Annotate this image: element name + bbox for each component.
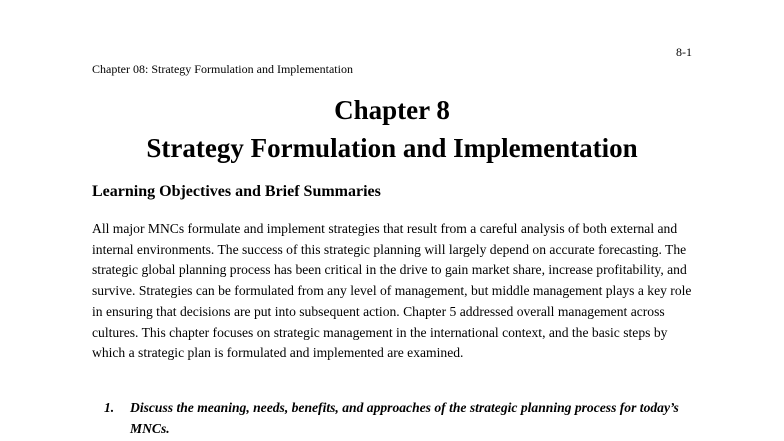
objective-text: Discuss the meaning, needs, benefits, and approaches of the strategic planning process for today’s MNCs.: [130, 400, 679, 436]
section-heading: Learning Objectives and Brief Summaries: [92, 183, 381, 200]
chapter-title: [0, 91, 784, 167]
summary-paragraph: All major MNCs formulate and implement strategies that result from a careful analysis of both external and internal environments. The success of this strategic planning will largely depend on accurate forecasting. The strategic global planning process has been critical in the drive to gain market share, increase profitability, and survive. Strategies can be formulated from any level of management, but middle management plays a key role in ensuring that decisions are put into subsequent action. Chapter 5 addressed overall management across cultures. This chapter focuses on strategic management in the international context, and the basic steps by which a strategic plan is formulated and implemented are examined.: [92, 221, 692, 361]
chapter-number-title: Chapter 8: [334, 95, 450, 125]
page-number: 8-1: [676, 45, 692, 59]
running-header: Chapter 08: Strategy Formulation and Implementation: [92, 62, 353, 76]
chapter-name-title: Strategy Formulation and Implementation: [146, 133, 638, 163]
learning-objective-item: [104, 398, 704, 439]
objective-number: 1.: [104, 400, 115, 415]
